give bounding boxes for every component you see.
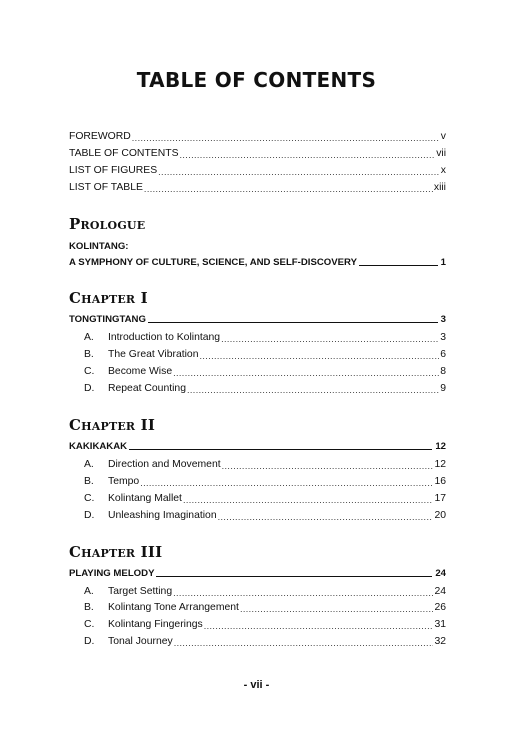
toc-entry-page: vii bbox=[436, 148, 446, 159]
item-letter: C. bbox=[84, 366, 95, 377]
prologue-title-line1: KOLINTANG: bbox=[69, 241, 129, 252]
item-letter: B. bbox=[84, 349, 94, 360]
dot-leader bbox=[132, 132, 440, 143]
dot-leader bbox=[140, 477, 433, 488]
chapter-2-heading: Chapter II bbox=[69, 416, 156, 434]
toc-entry-chapter-2[interactable] bbox=[69, 440, 446, 453]
toc-entry-page: 24 bbox=[435, 568, 446, 579]
prologue-heading: Prologue bbox=[69, 215, 146, 233]
chapter-3-heading: Chapter III bbox=[69, 543, 163, 561]
toc-entry-label: Target Setting bbox=[108, 586, 173, 597]
item-letter: D. bbox=[84, 510, 95, 521]
chapter-1-heading: Chapter I bbox=[69, 289, 148, 307]
toc-entry-3d[interactable] bbox=[84, 635, 446, 648]
toc-entry-table-of-contents[interactable] bbox=[69, 147, 446, 160]
toc-entry-label: FOREWORD bbox=[69, 131, 131, 142]
chapter-title: TONGTINGTANG bbox=[69, 314, 146, 325]
toc-entry-list-of-figures[interactable] bbox=[69, 164, 446, 177]
toc-entry-label: Kolintang Tone Arrangement bbox=[108, 602, 239, 613]
toc-entry-1d[interactable] bbox=[84, 382, 446, 395]
item-letter: D. bbox=[84, 636, 95, 647]
toc-entry-page: x bbox=[440, 165, 446, 176]
dot-leader bbox=[173, 367, 439, 378]
toc-entry-2d[interactable] bbox=[84, 509, 446, 522]
dot-leader bbox=[222, 460, 434, 471]
toc-entry-chapter-1[interactable] bbox=[69, 313, 446, 326]
chapter-title: KAKIKAKAK bbox=[69, 441, 128, 452]
dot-leader bbox=[144, 183, 433, 194]
toc-entry-label: Repeat Counting bbox=[108, 383, 186, 394]
toc-entry-2c[interactable] bbox=[84, 492, 446, 505]
item-letter: A. bbox=[84, 332, 94, 343]
dot-leader bbox=[180, 149, 436, 160]
item-letter: A. bbox=[84, 586, 94, 597]
page-title: TABLE OF CONTENTS bbox=[136, 68, 377, 92]
toc-entry-label: Direction and Movement bbox=[108, 459, 221, 470]
toc-entry-label: TABLE OF CONTENTS bbox=[69, 148, 179, 159]
toc-entry-page: 17 bbox=[434, 493, 446, 504]
chapter-title: PLAYING MELODY bbox=[69, 568, 155, 579]
dot-leader bbox=[187, 384, 439, 395]
toc-entry-label: LIST OF TABLE bbox=[69, 182, 143, 193]
toc-entry-label: The Great Vibration bbox=[108, 349, 199, 360]
toc-entry-page: 16 bbox=[434, 476, 446, 487]
toc-entry-page: 1 bbox=[440, 257, 446, 268]
rule-leader bbox=[129, 449, 432, 450]
toc-entry-1b[interactable] bbox=[84, 348, 446, 361]
toc-entry-label: Kolintang Fingerings bbox=[108, 619, 203, 630]
toc-entry-page: 6 bbox=[440, 349, 446, 360]
toc-entry-page: 3 bbox=[440, 314, 446, 325]
dot-leader bbox=[174, 637, 434, 648]
toc-entry-label: LIST OF FIGURES bbox=[69, 165, 158, 176]
dot-leader bbox=[218, 511, 434, 522]
toc-entry-1c[interactable] bbox=[84, 365, 446, 378]
dot-leader bbox=[221, 333, 439, 344]
dot-leader bbox=[240, 603, 434, 614]
dot-leader bbox=[204, 620, 434, 631]
toc-entry-chapter-3[interactable] bbox=[69, 567, 446, 580]
item-letter: A. bbox=[84, 459, 94, 470]
toc-entry-list-of-table[interactable] bbox=[69, 181, 446, 194]
rule-leader bbox=[359, 265, 438, 266]
toc-entry-page: 9 bbox=[440, 383, 446, 394]
dot-leader bbox=[200, 350, 440, 361]
toc-entry-2b[interactable] bbox=[84, 475, 446, 488]
toc-entry-2a[interactable] bbox=[84, 458, 446, 471]
item-letter: D. bbox=[84, 383, 95, 394]
toc-entry-page: 24 bbox=[434, 586, 446, 597]
toc-entry-page: 31 bbox=[434, 619, 446, 630]
item-letter: C. bbox=[84, 493, 95, 504]
toc-entry-label: Unleashing Imagination bbox=[108, 510, 217, 521]
toc-entry-label: Introduction to Kolintang bbox=[108, 332, 221, 343]
toc-entry-foreword[interactable] bbox=[69, 130, 446, 143]
toc-entry-page: xiii bbox=[433, 182, 446, 193]
toc-entry-page: 26 bbox=[434, 602, 446, 613]
page-number-footer: - vii - bbox=[243, 679, 270, 691]
toc-entry-page: 3 bbox=[440, 332, 446, 343]
prologue-title-line2: A SYMPHONY OF CULTURE, SCIENCE, AND SELF-DISCOVERY bbox=[69, 257, 358, 268]
toc-entry-page: v bbox=[440, 131, 446, 142]
toc-entry-3b[interactable] bbox=[84, 601, 446, 614]
item-letter: B. bbox=[84, 602, 94, 613]
toc-entry-label: Kolintang Mallet bbox=[108, 493, 182, 504]
dot-leader bbox=[183, 494, 434, 505]
rule-leader bbox=[156, 576, 432, 577]
item-letter: B. bbox=[84, 476, 94, 487]
dot-leader bbox=[158, 166, 440, 177]
toc-entry-label: Become Wise bbox=[108, 366, 173, 377]
toc-entry-1a[interactable] bbox=[84, 331, 446, 344]
toc-entry-page: 12 bbox=[434, 459, 446, 470]
toc-entry-page: 8 bbox=[440, 366, 446, 377]
toc-entry-3a[interactable] bbox=[84, 585, 446, 598]
toc-entry-3c[interactable] bbox=[84, 618, 446, 631]
toc-entry-page: 12 bbox=[435, 441, 446, 452]
toc-entry-label: Tempo bbox=[108, 476, 140, 487]
toc-entry-label: Tonal Journey bbox=[108, 636, 173, 647]
item-letter: C. bbox=[84, 619, 95, 630]
dot-leader bbox=[173, 587, 433, 598]
toc-entry-prologue[interactable] bbox=[69, 256, 446, 269]
rule-leader bbox=[148, 322, 438, 323]
toc-entry-page: 32 bbox=[434, 636, 446, 647]
toc-entry-page: 20 bbox=[434, 510, 446, 521]
